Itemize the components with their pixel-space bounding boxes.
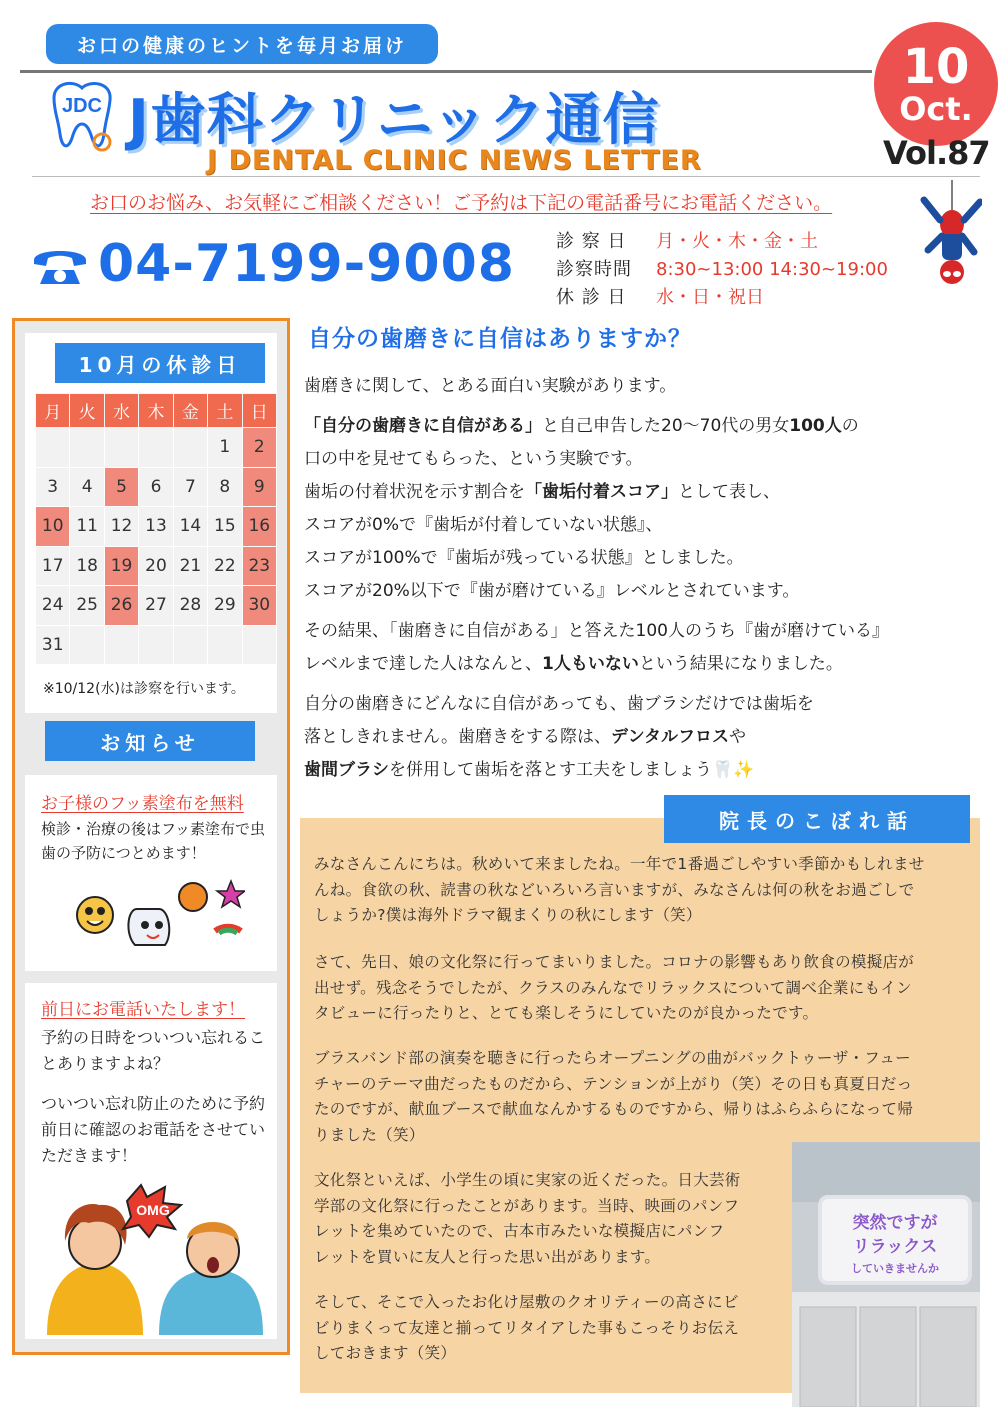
month-name: Oct. (899, 90, 973, 128)
newsletter-subtitle: J DENTAL CLINIC NEWS LETTER (207, 145, 702, 176)
calendar-empty-cell (104, 625, 138, 665)
calendar-week (36, 625, 277, 665)
article-paragraph: スコアが0%で『歯垢が付着していない状態』、 (304, 515, 663, 535)
calendar-day: 25 (70, 586, 104, 626)
calendar-empty-cell (70, 428, 104, 468)
director-column-title: 院長のこぼれ話 (664, 795, 970, 843)
calendar-week (36, 428, 277, 468)
article-paragraph: 歯磨きに関して、とある面白い実験があります。 (304, 376, 677, 396)
school-festival-photo (792, 1142, 980, 1407)
article-title: 自分の歯磨きに自信はありますか？ (308, 326, 692, 352)
article-paragraph: スコアが20%以下で『歯が磨けている』レベルとされています。 (304, 581, 800, 601)
holiday-calendar (35, 393, 277, 665)
article-paragraph: 歯間ブラシを併用して歯垢を落とす工夫をしましょう🦷✨ (304, 760, 755, 780)
photo-sign-line-1: 突然ですが (852, 1213, 938, 1233)
article-paragraph: 歯垢の付着状況を示す割合を「歯垢付着スコア」として表し、 (304, 482, 780, 502)
calendar-day: 6 (139, 467, 173, 507)
telephone-icon (30, 244, 90, 288)
calendar-card (25, 333, 277, 713)
cartoon-characters-illustration (65, 875, 245, 961)
calendar-empty-cell (70, 625, 104, 665)
calendar-holiday: 30 (242, 586, 276, 626)
calendar-day: 11 (70, 507, 104, 547)
calendar-empty-cell (139, 428, 173, 468)
calendar-holiday: 19 (104, 546, 138, 586)
article-paragraph: 落としきれません。歯磨きをする際は、デンタルフロスや (304, 727, 747, 747)
calendar-holiday: 23 (242, 546, 276, 586)
hours-row: 診 察 日 月・火・木・金・土 (556, 231, 818, 252)
spider-hero-illustration (918, 180, 982, 292)
photo-sign-line-3: していきませんか (851, 1262, 939, 1275)
calendar-holiday: 16 (242, 507, 276, 547)
omg-text: OMG (136, 1202, 170, 1218)
calendar-holiday: 26 (104, 586, 138, 626)
article-paragraph: 「自分の歯磨きに自信がある」と自己申告した20〜70代の男女100人の (304, 416, 859, 436)
calendar-day: 22 (208, 546, 242, 586)
weekday-header: 土 (208, 394, 242, 428)
header-rule (20, 70, 872, 73)
news-item-text: 検診・治療の後はフッ素塗布で虫歯の予防につとめます！ (41, 820, 265, 862)
calendar-day: 8 (208, 467, 242, 507)
month-number: 10 (902, 39, 970, 95)
photo-sign-line-2: リラックス (852, 1237, 938, 1257)
calendar-week (36, 586, 277, 626)
column-paragraph-4: 文化祭といえば、小学生の頃に実家の近くだった。日大芸術 学部の文化祭に行ったことがあります。当時、映画のパンフ レットを集めていたので、古本市みたいな模擬店にパンフ レットを買いに友人と行った思い出があります。 (314, 1171, 741, 1266)
weekday-header: 金 (173, 394, 207, 428)
article-paragraph: レベルまで達した人はなんと、1人もいないという結果になりました。 (304, 654, 843, 674)
calendar-empty-cell (173, 428, 207, 468)
reminder-call-card (25, 983, 277, 1339)
calendar-day: 3 (36, 467, 70, 507)
calendar-holiday: 2 (242, 428, 276, 468)
calendar-day: 12 (104, 507, 138, 547)
calendar-holiday: 5 (104, 467, 138, 507)
clinic-hours (556, 228, 888, 312)
article-paragraph: スコアが100%で『歯垢が残っている状態』としました。 (304, 548, 744, 568)
newsletter-title: J歯科クリニック通信 (128, 88, 660, 153)
weekday-header: 日 (242, 394, 276, 428)
weekday-header: 水 (104, 394, 138, 428)
weekday-header: 木 (139, 394, 173, 428)
calendar-holiday: 10 (36, 507, 70, 547)
column-paragraph-5: そして、そこで入ったお化け屋敷のクオリティーの高さにビ ビりまくって友達と揃ってリタイアした事もこっそりお伝え しておきます（笑） (314, 1293, 740, 1362)
tagline-badge: お口の健康のヒントを毎月お届け (46, 24, 438, 64)
festival-photo-illustration (792, 1142, 980, 1407)
calendar-title: 10月の休診日 (55, 343, 265, 383)
reminder-text-1: 予約の日時をついつい忘れることありますよね？ (41, 1028, 266, 1073)
calendar-empty-cell (36, 428, 70, 468)
hours-row: 診察時間 8:30~13:00 14:30~19:00 (556, 259, 888, 280)
calendar-day: 1 (208, 428, 242, 468)
weekday-header: 火 (70, 394, 104, 428)
calendar-week (36, 467, 277, 507)
calendar-day: 15 (208, 507, 242, 547)
calendar-day: 24 (36, 586, 70, 626)
column-paragraph-3: ブラスバンド部の演奏を聴きに行ったらオープニングの曲がバックトゥーザ・フュー チャーのテーマ曲だったものだから、テンションが上がり（笑）その日も真夏日だっ たのですが、献血ブースで献血なんかするものですから、帰りはふらふらになって帰 りました（笑） (314, 1049, 914, 1144)
calendar-note: ※10/12(水)は診察を行います。 (43, 681, 245, 697)
news-item-title: お子様のフッ素塗布を無料 (41, 794, 244, 814)
calendar-empty-cell (242, 625, 276, 665)
calendar-day: 13 (139, 507, 173, 547)
calendar-day: 20 (139, 546, 173, 586)
calendar-day: 17 (36, 546, 70, 586)
sidebar (12, 318, 290, 1355)
calendar-day: 14 (173, 507, 207, 547)
calendar-day: 7 (173, 467, 207, 507)
logo-text: JDC (61, 95, 103, 117)
news-title: お知らせ (45, 721, 255, 761)
month-badge (874, 22, 998, 146)
calendar-day: 4 (70, 467, 104, 507)
surprised-people-illustration (27, 1179, 275, 1335)
hours-row: 休 診 日 水・日・祝日 (556, 287, 764, 308)
calendar-day: 31 (36, 625, 70, 665)
calendar-week (36, 507, 277, 547)
calendar-day: 28 (173, 586, 207, 626)
calendar-empty-cell (208, 625, 242, 665)
calendar-empty-cell (173, 625, 207, 665)
reminder-title: 前日にお電話いたします！ (41, 1000, 245, 1020)
calendar-empty-cell (104, 428, 138, 468)
column-paragraph-1: みなさんこんにちは。秋めいて来ましたね。一年で1番過ごしやすい季節かもしれませ んね。食欲の秋、読書の秋などいろいろ言いますが、みなさんは何の秋をお過ごしで しょうか?僕は海外ドラマ観まくりの秋にします（笑） (314, 855, 925, 924)
calendar-day: 27 (139, 586, 173, 626)
calendar-holiday: 9 (242, 467, 276, 507)
article-body (304, 370, 984, 787)
tooth-logo-icon (46, 78, 118, 156)
reminder-text-2: ついつい忘れ防止のために予約前日に確認のお電話をさせていただきます！ (41, 1094, 266, 1165)
phone-number[interactable]: 04-7199-9008 (98, 234, 515, 294)
article-paragraph: 口の中を見せてもらった、という実験です。 (304, 449, 643, 469)
calendar-week (36, 546, 277, 586)
appointment-notice: お口のお悩み、お気軽にご相談ください！ご予約は下記の電話番号にお電話ください。 (90, 192, 833, 214)
volume-label: Vol.87 (883, 134, 990, 172)
calendar-day: 29 (208, 586, 242, 626)
calendar-day: 18 (70, 546, 104, 586)
article-paragraph: 自分の歯磨きにどんなに自信があっても、歯ブラシだけでは歯垢を (304, 694, 814, 714)
calendar-day: 21 (173, 546, 207, 586)
column-paragraph-2: さて、先日、娘の文化祭に行ってまいりました。コロナの影響もあり飲食の模擬店が 出せず。残念そうでしたが、クラスのみんなでリラックスについて調べ企業にもイン タビューに行ったりと、とても楽しそうにしていたのが良かったです。 (314, 953, 915, 1022)
calendar-empty-cell (139, 625, 173, 665)
weekday-header: 月 (36, 394, 70, 428)
article-paragraph: その結果、「歯磨きに自信がある」と答えた100人のうち『歯が磨けている』 (304, 621, 889, 641)
header-divider (32, 176, 980, 177)
news-card (25, 775, 277, 971)
